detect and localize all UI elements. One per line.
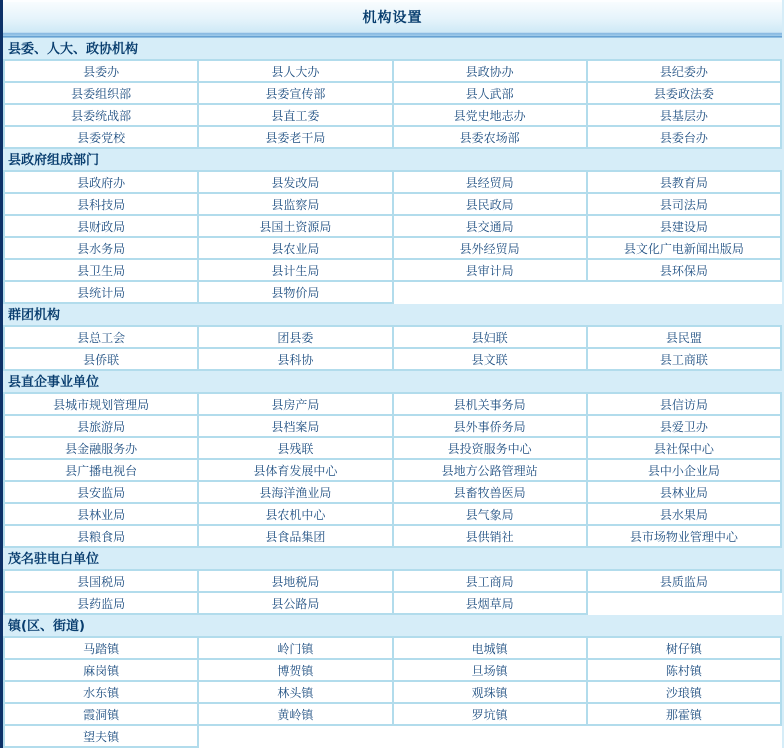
org-link-cell[interactable]: 县财政局 <box>4 215 198 237</box>
org-link-cell[interactable]: 县侨联 <box>4 348 198 370</box>
org-link-cell[interactable]: 电城镇 <box>393 637 587 659</box>
org-link-cell[interactable]: 县环保局 <box>587 259 781 281</box>
org-link-cell[interactable]: 县委农场部 <box>393 126 587 148</box>
table-row <box>4 459 781 481</box>
section-title: 县直企事业单位 <box>8 375 100 390</box>
org-link-cell[interactable]: 县水果局 <box>587 503 781 525</box>
org-link-cell[interactable]: 县卫生局 <box>4 259 198 281</box>
org-link-cell[interactable]: 县档案局 <box>198 415 392 437</box>
org-link-cell[interactable]: 树仔镇 <box>587 637 781 659</box>
table-row <box>4 215 781 237</box>
org-link-cell[interactable]: 县发改局 <box>198 171 392 193</box>
table-row <box>4 659 781 681</box>
org-link-cell[interactable]: 县国税局 <box>4 570 198 592</box>
org-link-cell[interactable]: 县烟草局 <box>393 592 587 614</box>
org-link-cell[interactable]: 霞洞镇 <box>4 703 198 725</box>
org-link-cell[interactable]: 那霍镇 <box>587 703 781 725</box>
org-link-cell[interactable]: 县安监局 <box>4 481 198 503</box>
org-link-cell[interactable]: 县农业局 <box>198 237 392 259</box>
org-link-cell[interactable]: 县监察局 <box>198 193 392 215</box>
section-title: 县政府组成部门 <box>8 153 100 168</box>
org-link-cell[interactable]: 县经贸局 <box>393 171 587 193</box>
org-link-cell[interactable]: 县外经贸局 <box>393 237 587 259</box>
org-link-cell[interactable]: 县科协 <box>198 348 392 370</box>
table-row <box>4 82 781 104</box>
table-row <box>4 703 781 725</box>
org-link-cell[interactable]: 黄岭镇 <box>198 703 392 725</box>
org-link-cell[interactable]: 县体育发展中心 <box>198 459 392 481</box>
org-link-cell[interactable]: 县地税局 <box>198 570 392 592</box>
org-link-cell[interactable]: 县质监局 <box>587 570 781 592</box>
table-row <box>4 60 781 82</box>
org-link-cell[interactable]: 县委办 <box>4 60 198 82</box>
table-row <box>4 326 781 348</box>
section-title: 镇(区、街道) <box>8 619 85 634</box>
org-link-cell[interactable]: 县统计局 <box>4 281 198 303</box>
org-link-cell[interactable]: 林头镇 <box>198 681 392 703</box>
org-link-cell[interactable]: 观珠镇 <box>393 681 587 703</box>
org-link-cell[interactable]: 县粮食局 <box>4 525 198 547</box>
table-row <box>4 725 781 747</box>
table-row <box>4 193 781 215</box>
org-link-cell[interactable]: 县机关事务局 <box>393 393 587 415</box>
org-link-cell[interactable]: 县基层办 <box>587 104 781 126</box>
org-link-cell[interactable]: 马踏镇 <box>4 637 198 659</box>
org-link-cell[interactable]: 县工商联 <box>587 348 781 370</box>
org-link-cell[interactable]: 县外事侨务局 <box>393 415 587 437</box>
table-row <box>4 525 781 547</box>
org-link-cell[interactable]: 县民政局 <box>393 193 587 215</box>
org-link-cell[interactable]: 县人武部 <box>393 82 587 104</box>
section-table <box>3 636 782 748</box>
org-link-cell[interactable]: 县工商局 <box>393 570 587 592</box>
org-link-cell[interactable]: 县海洋渔业局 <box>198 481 392 503</box>
table-row <box>4 570 781 592</box>
org-link-cell[interactable]: 县审计局 <box>393 259 587 281</box>
org-link-cell[interactable]: 县农机中心 <box>198 503 392 525</box>
table-row <box>4 437 781 459</box>
section-table <box>3 325 782 371</box>
section-title: 茂名驻电白单位 <box>8 552 100 567</box>
org-link-cell[interactable]: 罗坑镇 <box>393 703 587 725</box>
org-link-cell[interactable]: 县水务局 <box>4 237 198 259</box>
org-link-cell[interactable]: 县教育局 <box>587 171 781 193</box>
org-link-cell[interactable]: 县委宣传部 <box>198 82 392 104</box>
table-row <box>4 481 781 503</box>
table-row <box>4 104 781 126</box>
org-link-cell[interactable]: 县委老干局 <box>198 126 392 148</box>
org-link-cell[interactable]: 水东镇 <box>4 681 198 703</box>
org-link-cell[interactable]: 县计生局 <box>198 259 392 281</box>
org-link-cell[interactable]: 陈村镇 <box>587 659 781 681</box>
org-link-cell[interactable]: 县直工委 <box>198 104 392 126</box>
org-link-cell[interactable]: 县中小企业局 <box>587 459 781 481</box>
org-link-cell[interactable]: 博贺镇 <box>198 659 392 681</box>
org-link-cell[interactable]: 县气象局 <box>393 503 587 525</box>
section-title: 县委、人大、政协机构 <box>8 42 139 57</box>
table-row <box>4 503 781 525</box>
org-link-cell[interactable]: 麻岗镇 <box>4 659 198 681</box>
org-link-cell[interactable]: 县交通局 <box>393 215 587 237</box>
org-link-cell[interactable]: 县民盟 <box>587 326 781 348</box>
section-table <box>3 170 782 304</box>
org-link-cell[interactable]: 县党史地志办 <box>393 104 587 126</box>
org-link-cell[interactable]: 县国土资源局 <box>198 215 392 237</box>
org-link-cell[interactable]: 县畜牧兽医局 <box>393 481 587 503</box>
org-link-cell[interactable]: 望夫镇 <box>4 725 198 747</box>
org-link-cell[interactable]: 县纪委办 <box>587 60 781 82</box>
org-link-cell[interactable]: 县社保中心 <box>587 437 781 459</box>
org-link-cell[interactable]: 县政协办 <box>393 60 587 82</box>
sections-container <box>3 38 782 748</box>
org-link-cell[interactable]: 县公路局 <box>198 592 392 614</box>
org-link-cell[interactable]: 县地方公路管理站 <box>393 459 587 481</box>
org-link-cell[interactable]: 县旅游局 <box>4 415 198 437</box>
org-link-cell[interactable]: 县委组织部 <box>4 82 198 104</box>
table-row <box>4 281 781 303</box>
org-link-cell[interactable]: 县食品集团 <box>198 525 392 547</box>
org-link-cell[interactable]: 县委台办 <box>587 126 781 148</box>
org-link-cell[interactable]: 县委政法委 <box>587 82 781 104</box>
org-link-cell[interactable]: 县政府办 <box>4 171 198 193</box>
org-link-cell[interactable]: 县广播电视台 <box>4 459 198 481</box>
org-link-cell[interactable]: 团县委 <box>198 326 392 348</box>
section-table <box>3 59 782 149</box>
table-row <box>4 237 781 259</box>
section-title: 群团机构 <box>8 308 61 323</box>
org-link-cell[interactable]: 县委党校 <box>4 126 198 148</box>
org-link-cell[interactable]: 县委统战部 <box>4 104 198 126</box>
org-link-cell[interactable]: 旦场镇 <box>393 659 587 681</box>
org-link-cell[interactable]: 县残联 <box>198 437 392 459</box>
org-link-cell[interactable]: 县科技局 <box>4 193 198 215</box>
table-row <box>4 348 781 370</box>
org-link-cell[interactable]: 县人大办 <box>198 60 392 82</box>
section-table <box>3 569 782 615</box>
org-link-cell[interactable]: 县爱卫办 <box>587 415 781 437</box>
org-link-cell[interactable]: 县信访局 <box>587 393 781 415</box>
org-link-cell[interactable]: 县文联 <box>393 348 587 370</box>
table-row <box>4 415 781 437</box>
org-link-cell[interactable]: 县金融服务办 <box>4 437 198 459</box>
table-row <box>4 126 781 148</box>
org-link-cell[interactable]: 县房产局 <box>198 393 392 415</box>
org-link-cell[interactable]: 县市场物业管理中心 <box>587 525 781 547</box>
table-row <box>4 637 781 659</box>
org-link-cell[interactable]: 县物价局 <box>198 281 392 303</box>
org-link-cell[interactable]: 沙琅镇 <box>587 681 781 703</box>
table-row <box>4 592 781 614</box>
org-link-cell[interactable]: 县投资服务中心 <box>393 437 587 459</box>
org-link-cell[interactable]: 县文化广电新闻出版局 <box>587 237 781 259</box>
table-row <box>4 171 781 193</box>
table-row <box>4 393 781 415</box>
org-link-cell[interactable]: 县林业局 <box>587 481 781 503</box>
org-link-cell[interactable]: 县药监局 <box>4 592 198 614</box>
table-row <box>4 681 781 703</box>
page-title: 机构设置 <box>362 10 423 26</box>
table-row <box>4 259 781 281</box>
org-link-cell[interactable]: 县妇联 <box>393 326 587 348</box>
org-link-cell[interactable]: 岭门镇 <box>198 637 392 659</box>
org-link-cell[interactable]: 县林业局 <box>4 503 198 525</box>
page-header <box>3 2 782 32</box>
org-link-cell[interactable]: 县总工会 <box>4 326 198 348</box>
org-link-cell[interactable]: 县司法局 <box>587 193 781 215</box>
org-link-cell[interactable]: 县建设局 <box>587 215 781 237</box>
org-link-cell[interactable]: 县城市规划管理局 <box>4 393 198 415</box>
org-link-cell[interactable]: 县供销社 <box>393 525 587 547</box>
section-table <box>3 392 782 548</box>
